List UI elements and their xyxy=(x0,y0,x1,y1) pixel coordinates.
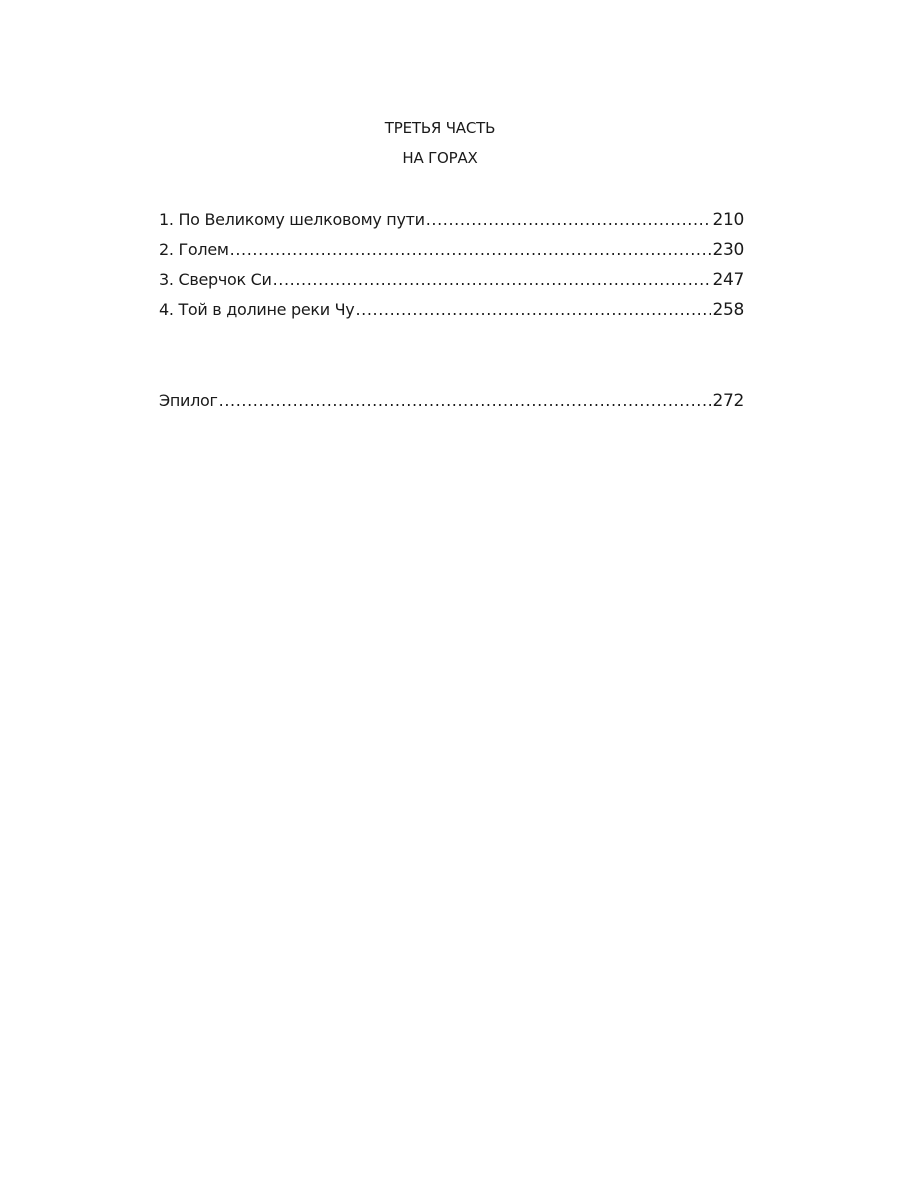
toc-entry-page: 272 xyxy=(712,391,744,411)
toc-list xyxy=(159,208,744,328)
toc-entry-page: 210 xyxy=(712,210,744,230)
toc-entry-title: 1. По Великому шелковому пути xyxy=(159,210,425,229)
part-title: ТРЕТЬЯ ЧАСТЬ xyxy=(384,119,496,137)
toc-entry xyxy=(159,238,744,268)
toc-dot-leader xyxy=(230,238,712,262)
toc-entry-title: 2. Голем xyxy=(159,240,229,259)
toc-dot-leader xyxy=(426,208,712,232)
toc-entry xyxy=(159,268,744,298)
toc-dot-leader xyxy=(219,389,712,413)
toc-entry-page: 230 xyxy=(712,240,744,260)
toc-entry-title: 4. Той в долине реки Чу xyxy=(159,300,355,319)
toc-dot-leader xyxy=(273,268,712,292)
toc-epilogue xyxy=(159,389,744,419)
toc-entry-epilogue xyxy=(159,389,744,419)
toc-entry-page: 247 xyxy=(712,270,744,290)
toc-dot-leader xyxy=(355,298,711,322)
toc-entry-title: Эпилог xyxy=(159,391,218,410)
part-subtitle: НА ГОРАХ xyxy=(402,149,478,167)
toc-entry xyxy=(159,298,744,328)
toc-entry-page: 258 xyxy=(712,300,744,320)
toc-entry-title: 3. Сверчок Си xyxy=(159,270,272,289)
toc-entry xyxy=(159,208,744,238)
